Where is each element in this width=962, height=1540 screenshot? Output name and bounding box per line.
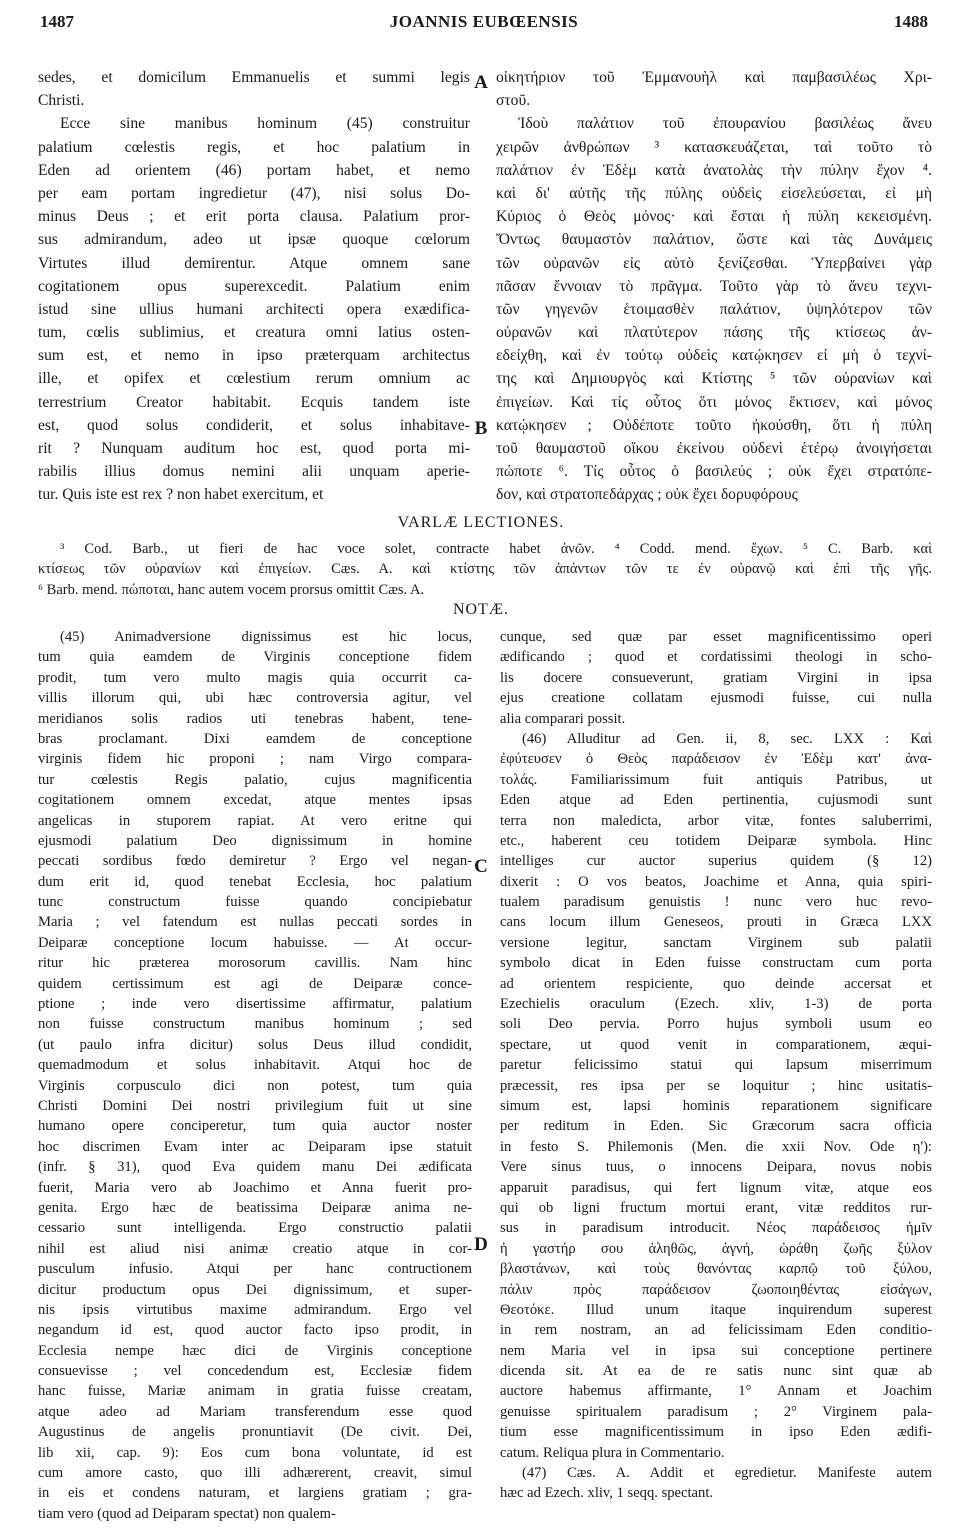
note-line: τολάς. Familiarissimum fuit antiquis Patribus, ut [500,771,932,788]
note-line: ædificando ; quod et cordatissimi theologi in scho- [500,649,932,666]
note-line: catum. Reliqua plura in Commentario. [500,1444,725,1461]
note-line: (45) Animadversione dignissimus est hic locus, [60,629,472,645]
note-line: (ut paulo infra dicitur) solus Deus illud condidit, [38,1036,472,1053]
latin-text-line: Ecce sine manibus hominum (45) construitur [60,115,470,133]
latin-text-line: sedes, et domicilum Emmanuelis et summi legis [38,69,470,86]
note-line: villis illorum qui, ubi hæc controversia agitur, vel [38,690,472,707]
note-line: (47) Cæs. A. Addit et egredietur. Manifeste autem [522,1465,932,1482]
notae-heading: NOTÆ. [452,601,510,618]
page-number-left: 1487 [40,12,74,31]
greek-text-line: οὐρανῶν καὶ πλατύτερον πάσης τῆς κτίσεως ἀν- [496,324,932,342]
note-line: nis ipsis virtutibus maxime admirandum. Ergo vel [38,1301,472,1318]
greek-text-line: Ὄντως θαυμαστὸν παλάτιον, ὥστε καὶ τὰς Δυνάμεις [496,231,932,249]
margin-letter-c: C [474,856,488,877]
note-line: in festo S. Philemonis (Men. die xxii Nov. Ode η'): [500,1138,932,1155]
running-title: JOANNIS EUBŒENSIS [389,12,579,31]
greek-text-line: καὶ δι' αὐτῆς τῆς πύλης οὐδεὶς εἰσελεύσεται, εἰ μὴ [496,184,932,202]
note-line: Ezechielis oraculum (Ezech. xliv, 1-3) de porta [500,996,932,1013]
note-line: prodit, tum vero multo magis quia occurrit ca- [38,669,472,686]
note-line: genuisse spiritualem paradisum ; 2° Virginem pala- [500,1403,932,1420]
note-line: Virginis corpusculo dici non potest, tum quia [38,1077,472,1094]
greek-text-line: χειρῶν ἀνθρώπων ³ κατασκευάζεται, ταὶ τοῦτο τὸ [496,138,932,156]
note-line: tum quia eamdem de Virginis conceptione fidem [38,649,472,666]
notes-left-column [38,627,472,1524]
note-line: nem Maria vel in ipsa sui conceptione pertinere [500,1342,932,1359]
note-line: angelicas in stuporem rapiat. At vero eritne qui [38,812,472,829]
note-line: symbolo dicat in Eden fuisse constructam cum porta [500,955,932,972]
note-line: tium esse magnificentissimum in ipso Eden ædifi- [500,1424,932,1441]
greek-text-line: πώποτε ⁶. Τίς οὗτος ὁ βασιλεύς ; οὐκ ἔχει στρατόπε- [496,463,932,481]
greek-text-line: τῶν οὐρανῶν εἰς αὐτὸ ξενίζεσθαι. Ὑπερβαίνει γὰρ [496,254,932,272]
note-line: tunc constructum fuisse quando concipiebatur [38,894,472,911]
note-line: Deiparæ conceptione locum habuisse. — At occur- [38,934,472,951]
note-line: (infr. § 31), quod Eva quidem manu Dei ædificata [38,1159,472,1176]
note-line: versione legitur, sanctam Virginem sub palatii [500,934,932,951]
note-line: tualem paradisum genuistis ! nunc vero huc revo- [500,894,932,911]
note-line: sus in paradisum introducit. Νέος παράδεισος ἡμῖν [500,1220,932,1237]
note-line: consuevisse ; vel concedendum est, Ecclesiæ fidem [38,1363,472,1380]
note-line: intelliges cur auctor superius quidem (§ 12) [500,853,932,870]
note-line: ritur hic præterea morosorum cavillis. Nam hinc [38,955,472,972]
latin-text-line: rit ? Nunquam auditum hoc est, quod porta mi- [38,440,470,457]
note-line: non fuisse constructum manibus hominum ; sed [38,1016,472,1033]
margin-letter-b: B [474,418,488,439]
note-line: humano opere conciperetur, tum quia auctor noster [38,1118,472,1135]
note-line: dixerit : O vos beatos, Joachime et Anna, quia spiri- [500,873,932,890]
note-line: spectare, ut quod venit in comparationem, æqui- [500,1036,932,1053]
note-line: atque adeo ad Mariam transferendum esse quod [38,1403,472,1420]
note-line: per reditum in Eden. Sic Græcorum sacra officia [500,1118,932,1135]
note-line: alia comparari possit. [500,710,626,727]
note-line: genita. Ergo hæc de beatissima Deiparæ anima ne- [38,1199,472,1216]
note-line: negandum id est, quod auctor facto ipso prodit, in [38,1322,472,1339]
note-line: dicitur productum opus Dei dignissimum, et super- [38,1281,472,1298]
note-line: ἐφύτευσεν ὁ Θεὸς παράδεισον ἐν Ἐδὲμ κατ' ἀνα- [500,751,932,768]
note-line: quidem certissimum est agi de Deiparæ conce- [38,975,472,992]
latin-text-column [38,66,470,507]
latin-text-line: Christi. [38,92,85,110]
note-line: tiam vero (quod ad Deiparam spectat) non qualem- [38,1505,336,1522]
note-line: auctore habemus affirmante, 1° Annam et Joachim [500,1383,932,1400]
latin-text-line: per eam portam ingredietur (47), nisi solus Do- [38,184,470,202]
note-line: pusculum infusio. Atqui per hanc contructionem [38,1261,472,1278]
latin-text-line: terrestrium Creator habitabit. Ecquis tandem iste [38,393,470,411]
note-line: dum erit id, quod tenebat Ecclesia, hoc palatium [38,873,472,890]
margin-letter-d: D [474,1234,488,1255]
note-line: paretur felicissimo statui qui lapsum miserrimum [500,1057,932,1074]
greek-text-line: της καὶ Δημιουργὸς καὶ Κτίστης ⁵ τῶν οὐρανίων καὶ [496,370,932,388]
note-line: βλαστάνων, καὶ τοὺς θανόντας καρπῷ τοῦ ξύλου, [500,1261,932,1278]
note-line: (46) Alluditur ad Gen. ii, 8, sec. LXX : Καὶ [522,730,932,747]
note-line: cunque, sed quæ par esset magnificentissimo operi [500,629,932,645]
latin-text-line: palatium cœlestis regis, et hoc palatium in [38,138,470,156]
note-line: in eis et condens naturam, et largiens gratiam ; gra- [38,1485,472,1502]
greek-text-line: εδείχθη, καὶ ἐν τούτῳ οὐδεὶς κατῴκησεν εἰ μὴ ὁ τεχνί- [496,347,932,365]
running-header [40,12,928,38]
greek-text-column [496,66,932,507]
note-line: terra non maledicta, arbor vitæ, fontes saluberrimi, [500,812,932,829]
note-line: ejus creatione collatam ejusmodi fuisse, cui nulla [500,690,932,707]
note-line: Maria ; vel fatendum est nullas peccati sordes in [38,914,472,931]
note-line: ad orientem respiciente, quo deinde accersat et [500,975,932,992]
note-line: quemadmodum et solus inhabitavit. Atqui hoc de [38,1057,472,1074]
variae-lectiones-heading: VARLÆ LECTIONES. [397,514,565,531]
latin-text-line: est, quod solus condiderit, et solus inhabitave- [38,416,470,434]
note-line: ejusmodi palatium Deo dignissimum in homine [38,832,472,849]
greek-text-line: τοῦ θαυμαστοῦ οἴκου ἐκείνου οὐδενὶ ἑτέρῳ ἀνοιγήσεται [496,440,932,457]
latin-text-line: tum, cœlis sublimius, et creatura omni latius osten- [38,324,470,342]
latin-text-line: sus admirandum, adeo ut ipsæ quoque cœlorum [38,231,470,249]
note-line: in rem nostram, an ad felicissimam Eden conditio- [500,1322,932,1339]
note-line: dicenda sit. At ea de re satis nunc sint quæ ab [500,1363,932,1380]
note-line: tur cœlestis Regis palatio, cujus magnificentia [38,771,472,788]
note-line: præcessit, res ipsa per se loquitur ; hinc usitatis- [500,1077,932,1094]
note-line: lib xii, cap. 9): Eos cum bona voluntate, id est [38,1444,472,1461]
note-line: hæc ad Ezech. xliv, 1 seqq. spectant. [500,1485,714,1502]
note-line: bras proclamant. Dixi eamdem de conceptione [38,730,472,747]
notes-right-column [500,627,932,1504]
note-line: ptione ; inde vero disertissime affirmatur, palatium [38,996,472,1013]
note-line: peccati sordibus fœdo demiretur ? Ergo vel negan- [38,853,472,870]
variant-reading-line: ⁶ Barb. mend. πώποται, hanc autem vocem prorsus omittit Cæs. A. [38,581,425,598]
note-line: simum est, lapsi hominis reparationem significare [500,1097,932,1114]
note-line: cans locum illum Geneseos, prouti in Græca LXX [500,914,932,931]
note-line: Ecclesia nempe hæc dici de Virginis conceptione [38,1342,472,1359]
variant-reading-line: κτίσεως τῶν οὐρανίων καὶ ἐπιγείων. Cæs. A. καὶ κτίστης τῶν ἁπάντων τῶν τε ἐν οὐρανῷ καὶ ἐπὶ τῆς γῆς. [38,561,932,578]
note-line: Vere sinus tuus, o innocens Deipara, novus nobis [500,1159,932,1176]
greek-text-line: οἰκητήριον τοῦ Ἐμμανουὴλ καὶ παμβασιλέως Χρι- [496,69,932,86]
note-line: nihil est aliud nisi animæ creatio atque in cor- [38,1240,472,1257]
note-line: virginis fidem hic proponi ; nam Virgo compara- [38,751,472,768]
greek-text-line: ἐπιγείων. Καὶ τίς οὗτος ὅτι μόνος ἔκτισεν, καὶ μόνος [496,393,932,411]
note-line: Eden atque ad Eden pertinentia, cujusmodi sunt [500,792,932,809]
variae-lectiones [38,539,932,600]
latin-text-line: Virtutes illud demirentur. Atque omnem sane [38,254,470,272]
latin-text-line: istud sine ullius humani architecti opera exædifica- [38,300,470,318]
note-line: cum amore casto, quo illi adhærerent, creavit, simul [38,1465,472,1482]
greek-text-line: παλάτιον ἐν Ἐδὲμ κατὰ ἀνατολὰς τὴν πύλην ἔχον ⁴. [496,161,932,179]
latin-text-line: tur. Quis iste est rex ? non habet exercitum, et [38,486,324,504]
note-line: etc., haberent ceu totidem Deiparæ symbola. Hinc [500,832,932,849]
greek-text-line: Κύριος ὁ Θεὸς μόνος· καὶ ἔσται ἡ πύλη κεκεισμένη. [496,208,932,226]
variant-reading-line: ³ Cod. Barb., ut fieri de hac voce solet, contracte habet ἀνῶν. ⁴ Codd. mend. ἔχων. ⁵ C. Barb. καὶ [60,541,932,557]
latin-text-line: rabilis illius domus nemini alii unquam aperie- [38,463,470,481]
margin-letter-a: A [474,72,488,93]
latin-text-line: Eden ad orientem (46) portam habet, et nemo [38,161,470,179]
greek-text-line: πᾶσαν ἔννοιαν τὸ πρᾶγμα. Τοῦτο γὰρ τὸ ἄνευ τεχνι- [496,277,932,295]
note-line: apparuit paradisus, qui fert lignum vitæ, atque eos [500,1179,932,1196]
greek-text-line: τῶν γηγενῶν ἑτοιμασθὲν παλάτιον, ὑψηλότερον τῶν [496,300,932,318]
note-line: lis docere consueverunt, gratiam Virgini in ipsa [500,669,932,686]
note-line: cogitationem omnem excedat, atque mentes ipsas [38,792,472,809]
greek-text-line: δον, καὶ στρατοπεδάρχας ; οὐκ ἔχει δορυφόρους [496,486,798,504]
latin-text-line: minus Deus ; et erit porta clausa. Palatium pror- [38,208,470,226]
latin-text-line: sum est, et nemo in ipso præterquam architectus [38,347,470,365]
note-line: πάλιν πρὸς παράδεισον ζωοποιηθέντας εἰσάγων, [500,1281,932,1298]
latin-text-line: ille, et opifex et cœlestium rerum omnium ac [38,370,470,388]
note-line: Augustinus de angelis pronuntiavit (De civit. Dei, [38,1424,472,1441]
note-line: ἡ γαστήρ σου ἀληθῶς, ἁγνή, ὡράθη ζωῆς ξύλον [500,1240,932,1257]
note-line: qui ob ligni fructum mortui erant, vitæ redditos rur- [500,1199,932,1216]
note-line: Christi Domini Dei nostri privilegium fuit ut sine [38,1097,472,1114]
greek-text-line: Ἰδοὺ παλάτιον τοῦ ἐπουρανίου βασιλέως ἄνευ [518,115,932,133]
page-number-right: 1488 [894,12,928,31]
note-line: Θεοτόκε. Illud unum itaque inquirendum superest [500,1301,932,1318]
note-line: hoc discrimen Evam inter ac Deiparam ipse statuit [38,1138,472,1155]
latin-text-line: cogitationem opus superexcedit. Palatium enim [38,277,470,295]
note-line: cessario sunt intelligenda. Ergo constructio palatii [38,1220,472,1237]
greek-text-line: κατῴκησεν ; Οὐδέποτε τοῦτο ἠκούσθη, ὅτι ἡ πύλη [496,416,932,434]
note-line: hanc fuisse, Mariæ animam in gratia fuisse creatam, [38,1383,472,1400]
note-line: meridianos solis radios uti tenebras habent, tene- [38,710,472,727]
greek-text-line: στοῦ. [496,92,531,110]
note-line: soli Deo pervia. Porro hujus symboli usum eo [500,1016,932,1033]
note-line: fuerit, Maria vero ab Joachimo et Anna fuerit pro- [38,1179,472,1196]
